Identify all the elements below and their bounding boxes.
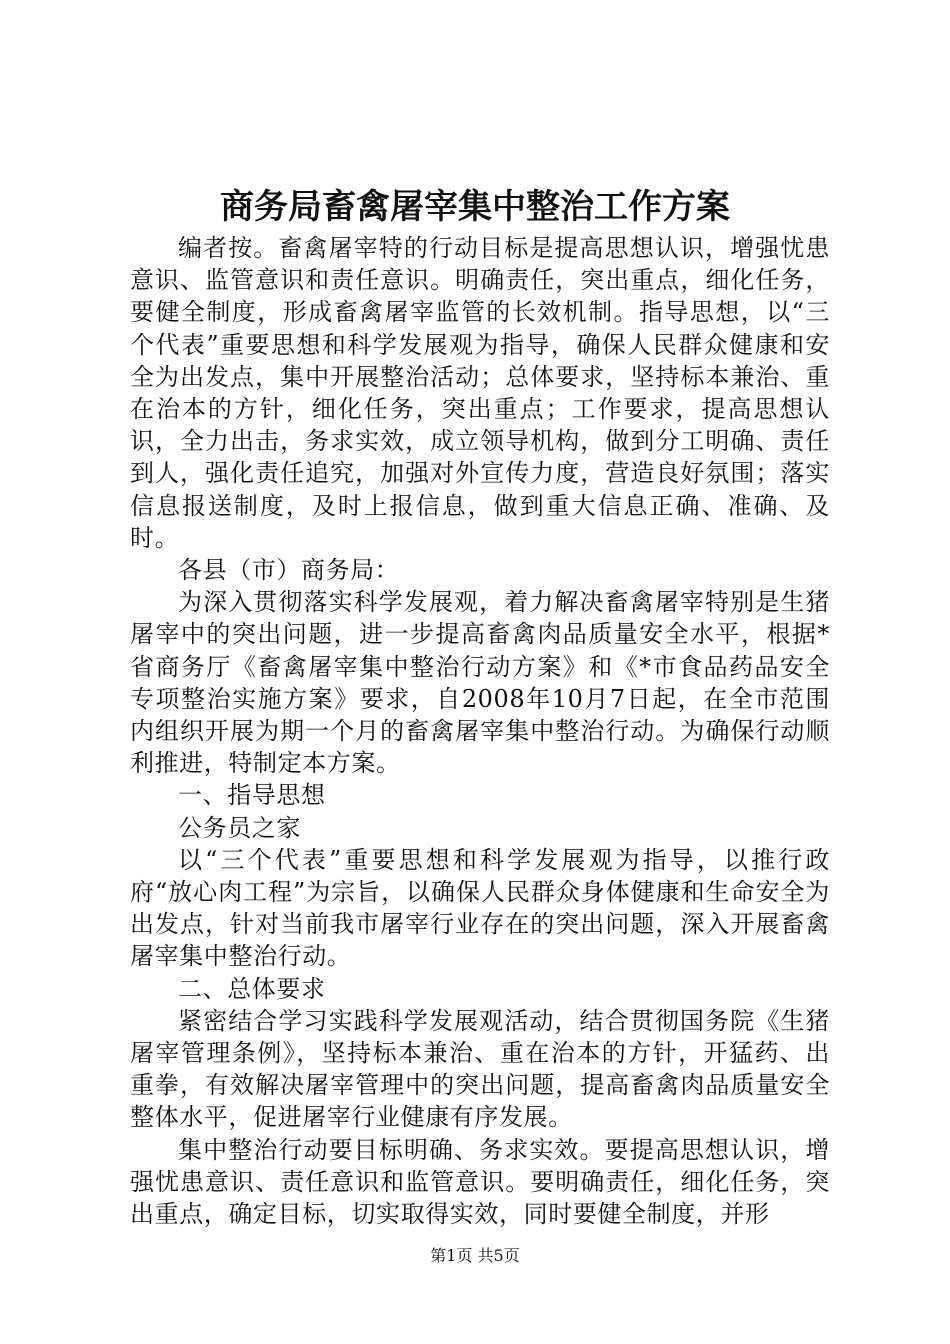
section-heading-guiding-thought: 一、指导思想 bbox=[178, 781, 326, 810]
paragraph-guiding-thought: 以“三个代表”重要思想和科学发展观为指导，以推行政府“放心肉工程”为宗旨，以确保人民群众身体健康和生命安全为出发点，针对当前我市屠宰行业存在的突出问题，深入开展畜禽屠宰集中整治行动。 bbox=[130, 845, 830, 971]
paragraph-general-requirements: 紧密结合学习实践科学发展观活动，结合贯彻国务院《生猪屠宰管理条例》，坚持标本兼治、重在治本的方针，开猛药、出重拳，有效解决屠宰管理中的突出问题，提高畜禽肉品质量安全整体水平，促进屠宰行业健康有序发展。 bbox=[130, 1006, 830, 1132]
page-number-footer: 第1页 共5页 bbox=[430, 1246, 520, 1265]
document-body bbox=[130, 232, 830, 1230]
paragraph-editor-note: 编者按。畜禽屠宰特的行动目标是提高思想认识，增强忧患意识、监管意识和责任意识。明确责任，突出重点，细化任务，要健全制度，形成畜禽屠宰监管的长效机制。指导思想，以“三个代表”重要思想和科学发展观为指导，确保人民群众健康和安全为出发点，集中开展整治活动；总体要求，坚持标本兼治、重在治本的方针，细化任务，突出重点；工作要求，提高思想认识，全力出击，务求实效，成立领导机构，做到分工明确、责任到人，强化责任追究，加强对外宣传力度，营造良好氛围；落实信息报送制度，及时上报信息，做到重大信息正确、准确、及时。 bbox=[130, 234, 830, 552]
paragraph-salutation: 各县（市）商务局： bbox=[178, 556, 400, 585]
paragraph-intro: 为深入贯彻落实科学发展观，着力解决畜禽屠宰特别是生猪屠宰中的突出问题，进一步提高畜禽肉品质量安全水平，根据*省商务厅《畜禽屠宰集中整治行动方案》和《*市食品药品安全专项整治实施方案》要求，自2008年10月7日起，在全市范围内组织开展为期一个月的畜禽屠宰集中整治行动。为确保行动顺利推进，特制定本方案。 bbox=[130, 588, 830, 778]
section-heading-general-requirements: 二、总体要求 bbox=[178, 974, 326, 1003]
document-title: 商务局畜禽屠宰集中整治工作方案 bbox=[220, 187, 730, 227]
paragraph-action-goals: 集中整治行动要目标明确、务求实效。要提高思想认识，增强忧患意识、责任意识和监管意识。要明确责任，细化任务，突出重点，确定目标，切实取得实效，同时要健全制度，并形 bbox=[130, 1135, 830, 1229]
paragraph-source-note: 公务员之家 bbox=[178, 813, 301, 842]
